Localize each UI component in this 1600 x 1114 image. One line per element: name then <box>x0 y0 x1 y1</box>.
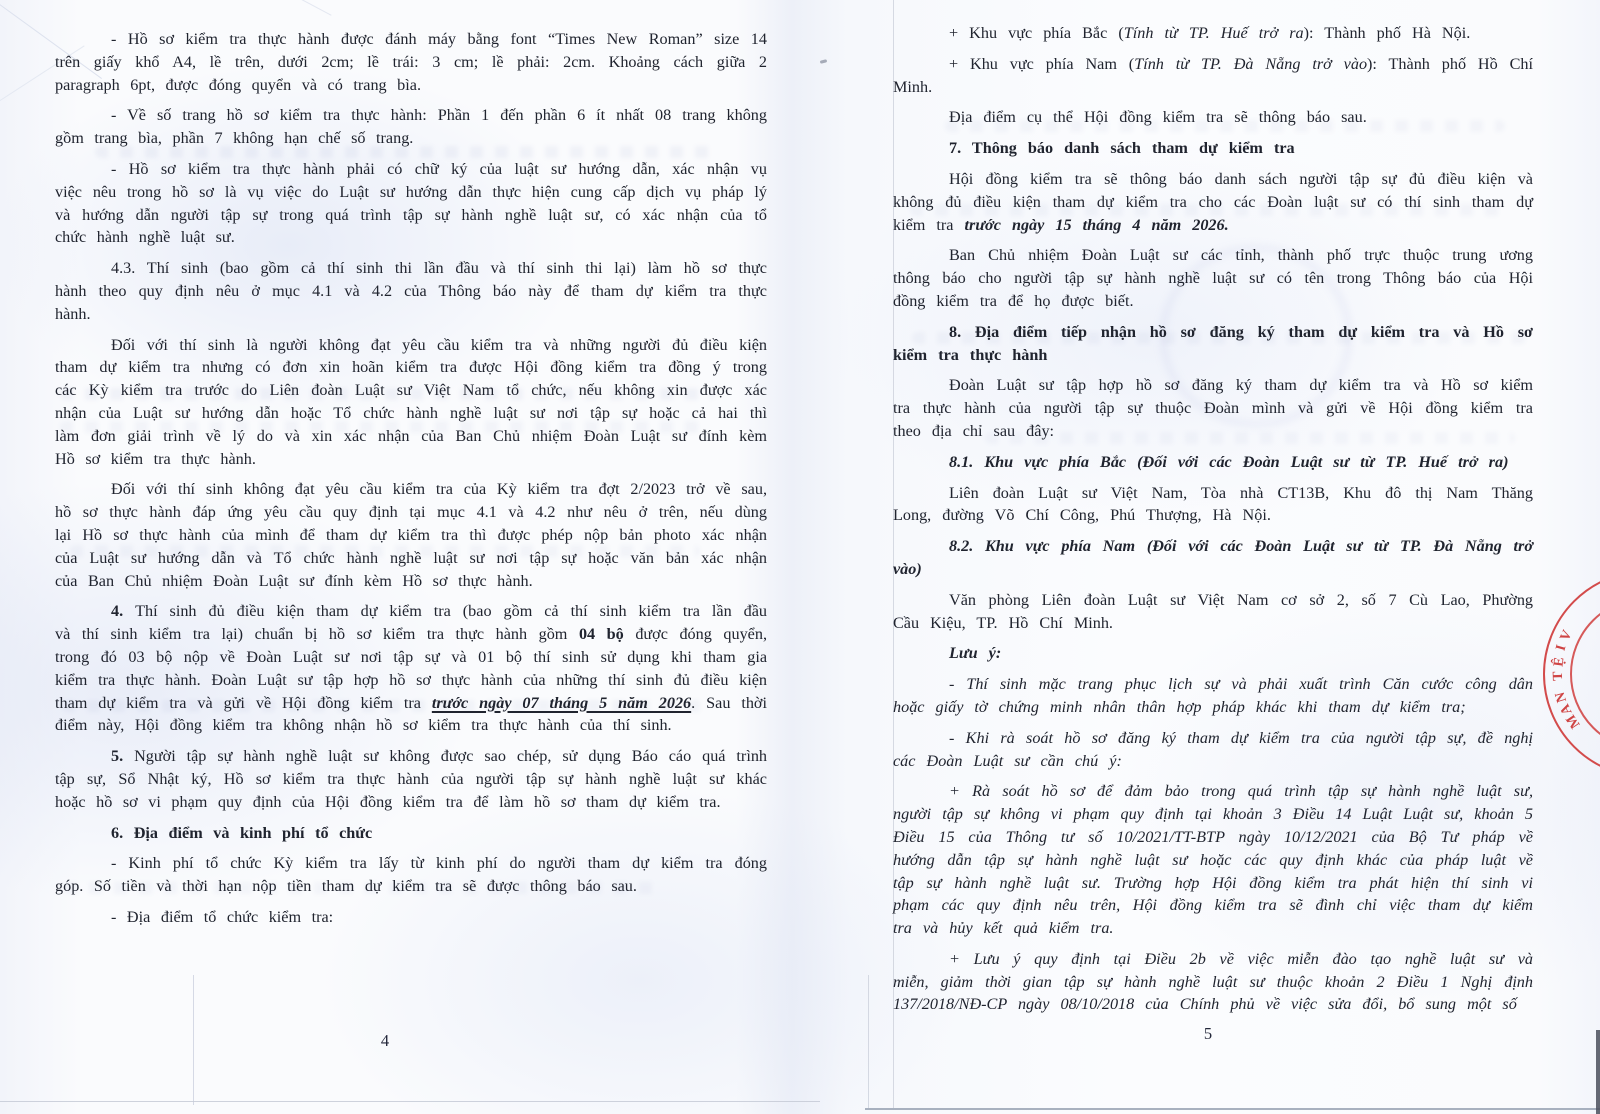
paragraph <box>55 478 767 592</box>
paper-edge-mark <box>290 0 331 16</box>
text-run: 5. <box>111 747 135 766</box>
text-run: + Lưu ý quy định tại Điều 2b về việc miễn đào tạo nghề luật sư và miễn, giảm thời gian tập sự hành nghề luật sư thuộc khoản 2 Điều 1 Nghị định 137/2018/NĐ-CP ngày 08/10/2018 của Chính phủ về việc sửa đổi, bổ sung một số <box>893 949 1533 1014</box>
paragraph <box>55 257 767 325</box>
seal-letter: M <box>1563 711 1584 731</box>
text-run: + Khu vực phía Bắc ( <box>949 24 1124 42</box>
paragraph <box>55 745 767 813</box>
text-run: 7. Thông báo danh sách tham dự kiểm tra <box>949 139 1295 158</box>
paragraph <box>55 600 767 737</box>
text-run: ): Thành phố Hà Nội. <box>1303 24 1471 42</box>
text-run: - Kinh phí tổ chức Kỳ kiểm tra lấy từ kinh phí do người tham dự kiểm tra đóng góp. Số tiền và thời hạn nộp tiền tham dự kiểm tra sẽ được thông báo sau. <box>55 854 767 896</box>
text-run: + Rà soát hồ sơ để đảm bảo trong quá trình tập sự hành nghề luật sư, người tập sự không vi phạm quy định tại khoản 3 Điều 14 Luật Luật sư, khoản 5 Điều 15 của Thông tư số 10/2021/TT-BTP ngày 10/12/2021 của Bộ Tư pháp về hướng dẫn tập sự hành nghề luật sư hoặc các quy định khác của pháp luật về tập sự hành nghề luật sư. Trường hợp Hội đồng kiểm tra phát hiện thí sinh vi phạm các quy định nêu trên, Hội đồng kiểm tra sẽ đình chỉ việc tham dự kiểm tra và hủy kết quả kiểm tra. <box>893 782 1533 938</box>
page4-text-column <box>55 28 767 937</box>
text-run: 6. Địa điểm và kinh phí tổ chức <box>111 823 373 842</box>
text-run: - Địa điểm tổ chức kiểm tra: <box>111 907 334 926</box>
page-number: 4 <box>380 1031 390 1050</box>
text-run: 8. Địa điểm tiếp nhận hồ sơ đăng ký tham dự kiểm tra và Hồ sơ kiểm tra thực hành <box>893 322 1533 364</box>
text-run: - Hồ sơ kiểm tra thực hành phải có chữ ký của luật sư hướng dẫn, xác nhận vụ việc nêu trong hồ sơ là vụ việc do Luật sư hướng dẫn thực hiện cung cấp dịch vụ pháp lý và hướng dẫn người tập sự trong quá trình tập sự hành nghề luật sư, có xác nhận của tổ chức hành nghề luật sư. <box>55 159 767 247</box>
text-run: . Sau thời điểm này, Hội đồng kiểm tra không nhận hồ sơ kiểm tra thực hành của thí sinh. <box>55 693 767 735</box>
text-run: 8.2. Khu vực phía Nam (Đối với các Đoàn Luật sư từ TP. Đà Nẵng trở vào) <box>893 537 1533 578</box>
seal-stamp <box>800 0 1600 1114</box>
text-run: trước ngày 15 tháng 4 năm 2026. <box>964 215 1229 234</box>
seal-letter: Ệ <box>1551 656 1568 668</box>
text-run: Đối với thí sinh không đạt yêu cầu kiểm tra của Kỳ kiểm tra đợt 2/2023 trở về sau, hồ sơ thực hành đáp ứng yêu cầu quy định tại mục 4.1 và 4.2 như nêu ở trên, nếu dùng lại Hồ sơ thực hành của mình để tham dự kiểm tra thì được phép nộp bản photo xác nhận của Luật sư hướng dẫn và Tổ chức hành nghề luật sư nơi tập sự hoặc văn bản xác nhận của Ban Chủ nhiệm Đoàn Luật sư đính kèm Hồ sơ thực hành. <box>55 480 767 590</box>
seal-letter: I <box>1553 643 1570 653</box>
text-run: - Về số trang hồ sơ kiểm tra thực hành: Phần 1 đến phần 6 ít nhất 08 trang không gồm trang bìa, phần 7 không hạn chế số trang. <box>55 106 767 148</box>
text-run: + Khu vực phía Nam ( <box>949 54 1135 73</box>
paragraph <box>55 822 767 845</box>
seal-letter: N <box>1552 690 1571 705</box>
paragraph <box>55 852 767 898</box>
seal-letter: T <box>1550 671 1567 681</box>
paragraph <box>55 158 767 249</box>
text-run: được đóng quyển, trong đó 03 bộ nộp về Đoàn Luật sư nơi tập sự và 01 bộ thí sinh sử dụng khi tham gia kiểm tra thực hành. Đoàn Luật sư tập hợp hồ sơ thực hành của những thí sinh đủ điều kiện tham dự kiểm tra và gửi về Hội đồng kiểm tra <box>55 625 767 712</box>
page-number: 5 <box>1203 1024 1213 1043</box>
paragraph <box>55 28 767 96</box>
text-run: Văn phòng Liên đoàn Luật sư Việt Nam cơ sở 2, số 7 Cù Lao, Phường Cầu Kiệu, TP. Hồ Chí Minh. <box>893 590 1533 632</box>
text-run: Đoàn Luật sư tập hợp hồ sơ đăng ký tham dự kiểm tra và Hồ sơ kiểm tra thực hành của người tập sự thuộc Đoàn mình và gửi về Hội đồng kiểm tra theo địa chỉ sau đây: <box>893 376 1533 440</box>
text-run: Liên đoàn Luật sư Việt Nam, Tòa nhà CT13B, Khu đô thị Nam Thăng Long, đường Võ Chí Công, Phú Thượng, Hà Nội. <box>893 483 1533 525</box>
paragraph <box>55 334 767 471</box>
text-run: 8.1. Khu vực phía Bắc (Đối với các Đoàn Luật sư từ TP. Huế trở ra) <box>949 452 1509 471</box>
text-run: Thí sinh đủ điều kiện tham dự kiểm tra (bao gồm cả thí sinh kiểm tra lần đầu và thí sinh kiểm tra lại) chuẩn bị hồ sơ kiểm tra thực hành gồm <box>55 602 768 644</box>
paragraph <box>55 906 767 929</box>
text-run: trước ngày 07 tháng 5 năm 2026 <box>431 693 692 712</box>
text-run: Tính từ TP. Huế trở ra <box>1123 24 1304 42</box>
paragraph <box>55 104 767 150</box>
text-run: ): Thành phố Hồ Chí Minh. <box>893 54 1533 96</box>
text-run: 4. <box>111 602 136 621</box>
text-run: - Thí sinh mặc trang phục lịch sự và phải xuất trình Căn cước công dân hoặc giấy tờ chứng minh nhân thân hợp pháp khác khi tham dự kiểm tra; <box>893 675 1533 716</box>
text-run: 04 bộ <box>578 625 624 644</box>
text-run: Người tập sự hành nghề luật sư không được sao chép, sử dụng Báo cáo quá trình tập sự, Sổ Nhật ký, Hồ sơ kiểm tra thực hành của người tập sự hành nghề luật sư khác hoặc hồ sơ vi phạm quy định của Hội đồng kiểm tra để làm hồ sơ tham dự kiểm tra. <box>55 747 768 811</box>
text-run: Lưu ý: <box>949 644 1002 663</box>
text-run: 4.3. Thí sinh (bao gồm cả thí sinh thi lần đầu và thí sinh thi lại) làm hồ sơ thực hành theo quy định nêu ở mục 4.1 và 4.2 của Thông báo này để tham dự kiểm tra thực hành. <box>55 259 767 323</box>
seal-letter: V <box>1557 628 1576 644</box>
text-run: Tính từ TP. Đà Nẵng trở vào <box>1134 54 1368 73</box>
text-run: - Hồ sơ kiểm tra thực hành được đánh máy bằng font “Times New Roman” size 14 trên giấy khổ A4, lề trên, dưới 2cm; lề trái: 3 cm; lề phải: 2cm. Khoảng cách giữa 2 paragraph 6pt, được đóng quyển và có trang bìa. <box>55 30 767 94</box>
text-run: Hội đồng kiểm tra sẽ thông báo danh sách người tập sự đủ điều kiện và không đủ điều kiện tham dự kiểm tra cho các Đoàn luật sư có thí sinh tham dự kiểm tra <box>893 169 1533 234</box>
text-run: Ban Chủ nhiệm Đoàn Luật sư các tỉnh, thành phố trực thuộc trung ương thông báo cho người tập sự hành nghề luật sư có tên trong Thông báo của Hội đồng kiểm tra để họ được biết. <box>893 246 1533 310</box>
seal-letter: A <box>1557 701 1576 717</box>
text-run: Đối với thí sinh là người không đạt yêu cầu kiểm tra và những người đủ điều kiện tham dự kiểm tra nhưng có đơn xin hoãn kiểm tra được Hội đồng kiểm tra đồng ý trong các Kỳ kiểm tra trước do Liên đoàn Luật sư Việt Nam tổ chức, nếu không xin được xác nhận của Luật sư hướng dẫn hoặc Tổ chức hành nghề luật sư nơi tập sự hoặc cả hai thì làm đơn giải trình về lý do và xin xác nhận của Ban Chủ nhiệm Đoàn Luật sư đính kèm Hồ sơ kiểm tra thực hành. <box>55 335 767 468</box>
page-bottom-edge <box>0 1101 820 1102</box>
text-run: - Khi rà soát hồ sơ đăng ký tham dự kiểm tra của người tập sự, đề nghị các Đoàn Luật sư cần chú ý: <box>893 728 1533 770</box>
text-run: Địa điểm cụ thể Hội đồng kiểm tra sẽ thông báo sau. <box>949 108 1367 127</box>
